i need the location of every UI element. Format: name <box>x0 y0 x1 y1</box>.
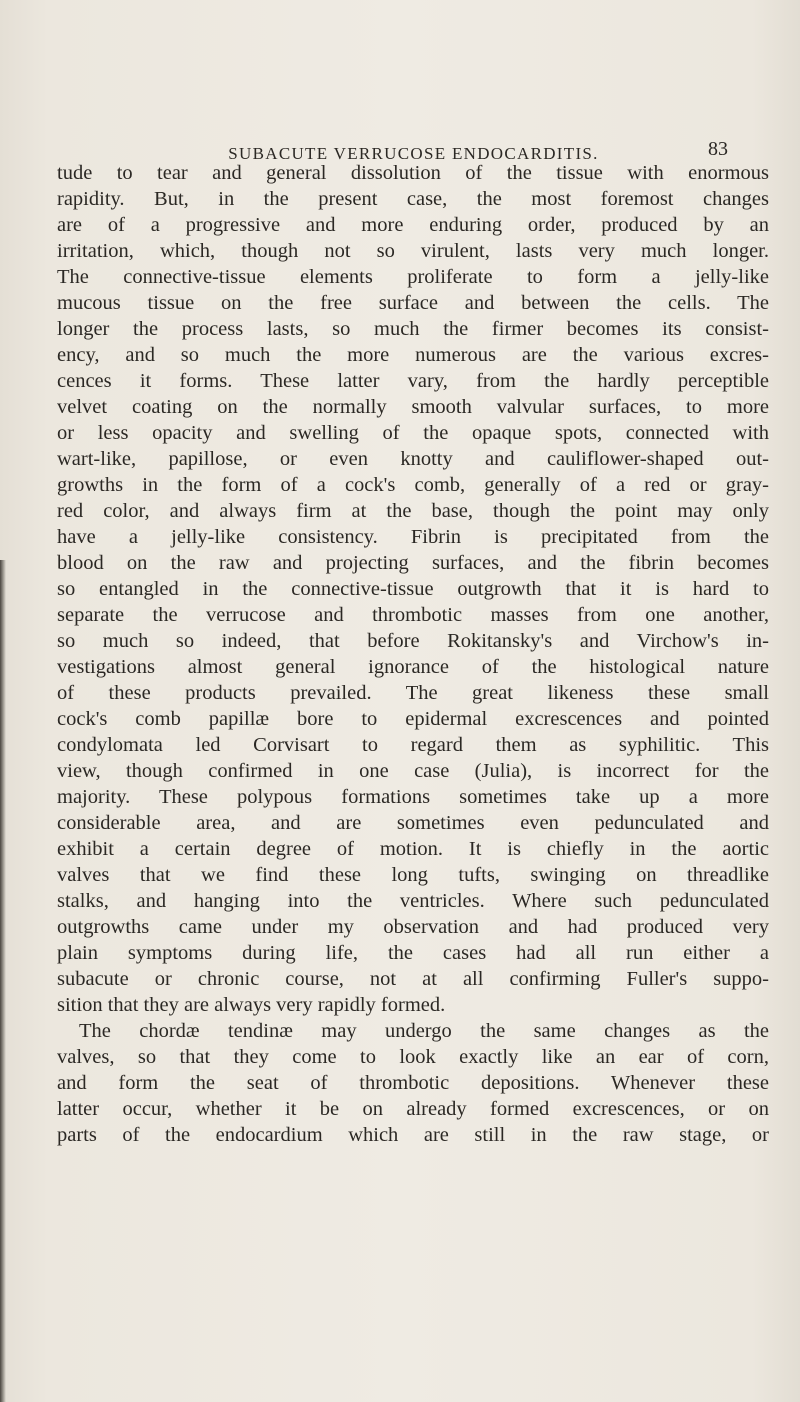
text-line: are of a progressive and more enduring order, produced by an <box>57 214 769 236</box>
text-line: separate the verrucose and thrombotic masses from one another, <box>57 604 769 626</box>
text-line: condylomata led Corvisart to regard them as syphilitic. This <box>57 734 769 756</box>
text-line: irritation, which, though not so virulent, lasts very much longer. <box>57 240 769 262</box>
text-line: valves, so that they come to look exactly like an ear of corn, <box>57 1046 769 1068</box>
text-line: so entangled in the connective-tissue outgrowth that it is hard to <box>57 578 769 600</box>
text-line: outgrowths came under my observation and had produced very <box>57 916 769 938</box>
text-line: so much so indeed, that before Rokitansky's and Virchow's in- <box>57 630 769 652</box>
text-line: tude to tear and general dissolution of the tissue with enormous <box>57 162 769 184</box>
text-line: and form the seat of thrombotic depositions. Whenever these <box>57 1072 769 1094</box>
text-line: The connective-tissue elements proliferate to form a jelly-like <box>57 266 769 288</box>
text-line: subacute or chronic course, not at all confirming Fuller's suppo- <box>57 968 769 990</box>
text-line: latter occur, whether it be on already formed excrescences, or on <box>57 1098 769 1120</box>
text-line: velvet coating on the normally smooth valvular surfaces, to more <box>57 396 769 418</box>
running-header: SUBACUTE VERRUCOSE ENDOCARDITIS. <box>228 144 599 163</box>
text-line: vestigations almost general ignorance of the histological nature <box>57 656 769 678</box>
paragraph-end-line: sition that they are always very rapidly formed. <box>57 994 446 1016</box>
text-line: have a jelly-like consistency. Fibrin is precipitated from the <box>57 526 769 548</box>
text-line: or less opacity and swelling of the opaque spots, connected with <box>57 422 769 444</box>
text-line: of these products prevailed. The great likeness these small <box>57 682 769 704</box>
text-line: cock's comb papillæ bore to epidermal excrescences and pointed <box>57 708 769 730</box>
page-number: 83 <box>708 138 728 160</box>
text-line: blood on the raw and projecting surfaces, and the fibrin becomes <box>57 552 769 574</box>
text-line: red color, and always firm at the base, though the point may only <box>57 500 769 522</box>
text-line: rapidity. But, in the present case, the most foremost changes <box>57 188 769 210</box>
page-binding-shadow <box>0 560 6 1402</box>
text-line: valves that we find these long tufts, swinging on threadlike <box>57 864 769 886</box>
text-line: parts of the endocardium which are still in the raw stage, or <box>57 1124 769 1146</box>
text-line: plain symptoms during life, the cases had all run either a <box>57 942 769 964</box>
text-line: considerable area, and are sometimes even pedunculated and <box>57 812 769 834</box>
text-line: majority. These polypous formations sometimes take up a more <box>57 786 769 808</box>
text-line: wart-like, papillose, or even knotty and cauliflower-shaped out- <box>57 448 769 470</box>
text-line: ency, and so much the more numerous are the various excres- <box>57 344 769 366</box>
text-line: exhibit a certain degree of motion. It is chiefly in the aortic <box>57 838 769 860</box>
text-line: longer the process lasts, so much the firmer becomes its consist- <box>57 318 769 340</box>
text-line: cences it forms. These latter vary, from the hardly perceptible <box>57 370 769 392</box>
text-line: view, though confirmed in one case (Julia), is incorrect for the <box>57 760 769 782</box>
paragraph-start-line: The chordæ tendinæ may undergo the same changes as the <box>79 1020 769 1042</box>
text-line: mucous tissue on the free surface and between the cells. The <box>57 292 769 314</box>
text-line: growths in the form of a cock's comb, generally of a red or gray- <box>57 474 769 496</box>
text-line: stalks, and hanging into the ventricles. Where such pedunculated <box>57 890 769 912</box>
